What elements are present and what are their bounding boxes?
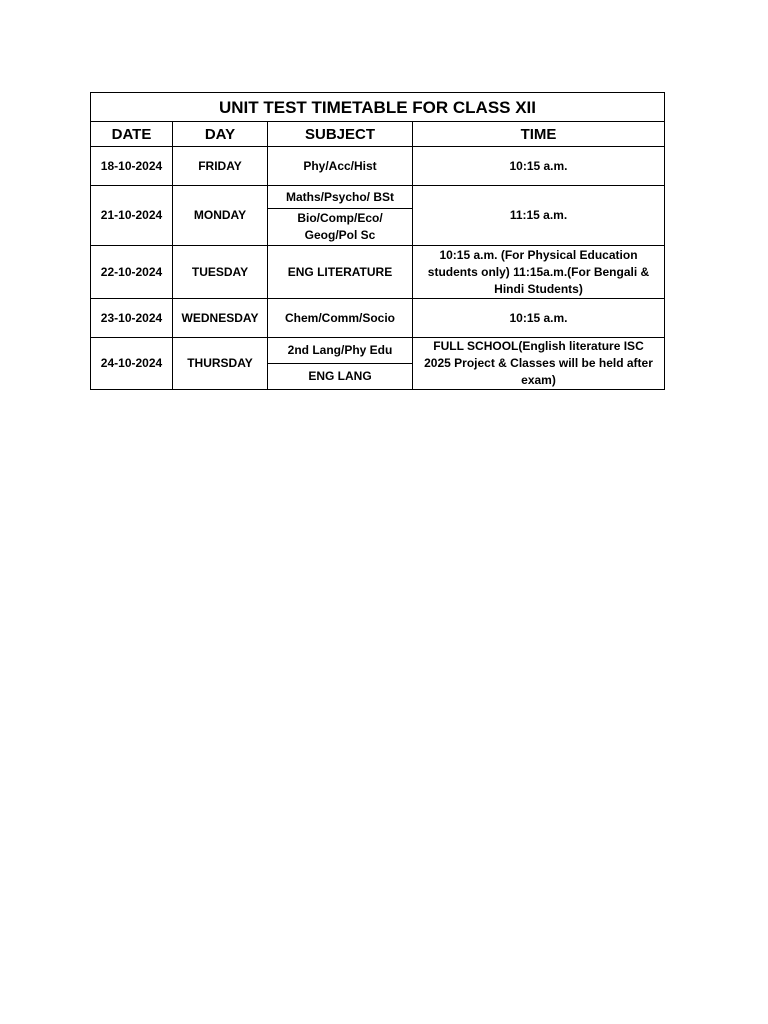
day-cell: THURSDAY [173, 338, 268, 390]
header-day: DAY [173, 122, 268, 147]
time-cell: 10:15 a.m. [413, 147, 665, 186]
time-cell: 10:15 a.m. (For Physical Education students only) 11:15a.m.(For Bengali & Hindi Students) [413, 246, 665, 299]
date-cell: 18-10-2024 [91, 147, 173, 186]
table-row [91, 246, 665, 299]
subject-cell: Bio/Comp/Eco/ Geog/Pol Sc [268, 209, 413, 246]
date-cell: 24-10-2024 [91, 338, 173, 390]
date-cell: 22-10-2024 [91, 246, 173, 299]
timetable-title: UNIT TEST TIMETABLE FOR CLASS XII [91, 93, 665, 122]
subject-cell: Chem/Comm/Socio [268, 299, 413, 338]
day-cell: FRIDAY [173, 147, 268, 186]
header-date: DATE [91, 122, 173, 147]
timetable [90, 92, 665, 390]
table-row [91, 299, 665, 338]
header-time: TIME [413, 122, 665, 147]
table-row [91, 147, 665, 186]
day-cell: WEDNESDAY [173, 299, 268, 338]
subject-cell: ENG LITERATURE [268, 246, 413, 299]
date-cell: 23-10-2024 [91, 299, 173, 338]
header-subject: SUBJECT [268, 122, 413, 147]
header-row [91, 122, 665, 147]
subject-cell: 2nd Lang/Phy Edu [268, 338, 413, 364]
day-cell: TUESDAY [173, 246, 268, 299]
time-cell: 10:15 a.m. [413, 299, 665, 338]
subject-cell: ENG LANG [268, 364, 413, 390]
time-cell: 11:15 a.m. [413, 186, 665, 246]
table-row [91, 338, 665, 364]
subject-cell: Maths/Psycho/ BSt [268, 186, 413, 209]
day-cell: MONDAY [173, 186, 268, 246]
table-row [91, 186, 665, 209]
date-cell: 21-10-2024 [91, 186, 173, 246]
time-cell: FULL SCHOOL(English literature ISC 2025 Project & Classes will be held after exam) [413, 338, 665, 390]
subject-cell: Phy/Acc/Hist [268, 147, 413, 186]
title-row [91, 93, 665, 122]
